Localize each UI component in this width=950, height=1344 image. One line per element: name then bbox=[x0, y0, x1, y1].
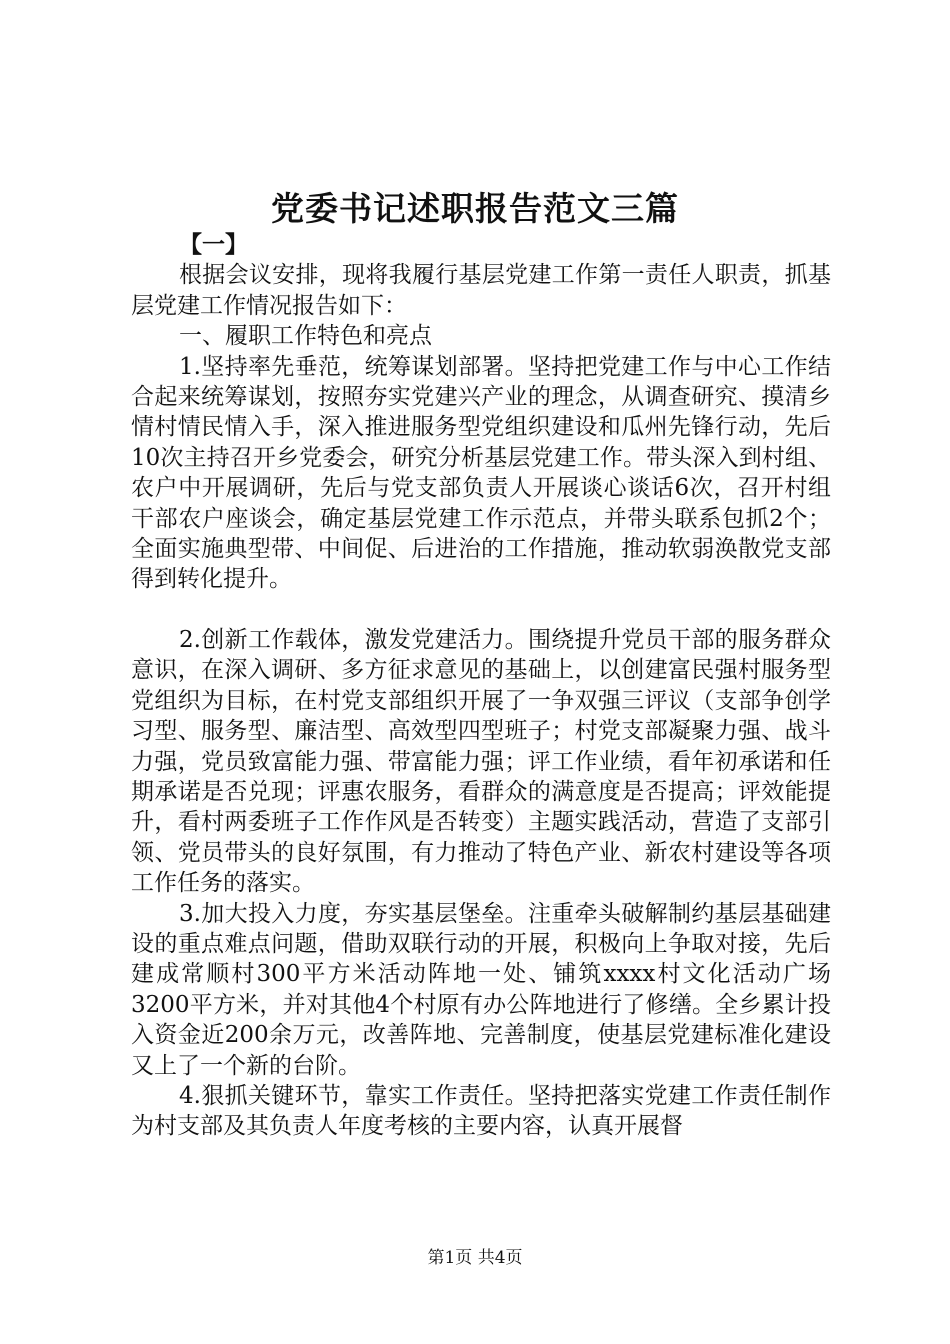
page-footer: 第1页 共4页 bbox=[427, 1248, 523, 1268]
subsection-heading: 一、履职工作特色和亮点 bbox=[179, 323, 432, 350]
paragraph-item-1: 1.坚持率先垂范，统筹谋划部署。坚持把党建工作与中心工作结合起来统筹谋划，按照夯实党建兴产业的理念，从调查研究、摸清乡情村情民情入手，深入推进服务型党组织建设和瓜州先锋行动，先后10次主持召开乡党委会，研究分析基层党建工作。带头深入到村组、农户中开展调研，先后与党支部负责人开展谈心谈话6次，召开村组干部农户座谈会，确定基层党建工作示范点，并带头联系包抓2个；全面实施典型带、中间促、后进治的工作措施，推动软弱涣散党支部得到转化提升。 bbox=[131, 353, 831, 593]
document-body bbox=[131, 230, 831, 1142]
section-heading: 【一】 bbox=[179, 231, 248, 258]
document-title: 党委书记述职报告范文三篇 bbox=[271, 189, 679, 228]
paragraph-item-3: 3.加大投入力度，夯实基层堡垒。注重牵头破解制约基层基础建设的重点难点问题，借助双联行动的开展，积极向上争取对接，先后建成常顺村300平方米活动阵地一处、铺筑xxxx村文化活动广场3200平方米，并对其他4个村原有办公阵地进行了修缮。全乡累计投入资金近200余万元，改善阵地、完善制度，使基层党建标准化建设又上了一个新的台阶。 bbox=[131, 900, 831, 1079]
intro-paragraph: 根据会议安排，现将我履行基层党建工作第一责任人职责，抓基层党建工作情况报告如下： bbox=[131, 262, 831, 319]
paragraph-item-2: 2.创新工作载体，激发党建活力。围绕提升党员干部的服务群众意识，在深入调研、多方征求意见的基础上，以创建富民强村服务型党组织为目标，在村党支部组织开展了一争双强三评议（支部争创学习型、服务型、廉洁型、高效型四型班子；村党支部凝聚力强、战斗力强，党员致富能力强、带富能力强；评工作业绩，看年初承诺和任期承诺是否兑现；评惠农服务，看群众的满意度是否提高；评效能提升，看村两委班子工作作风是否转变）主题实践活动，营造了支部引领、党员带头的良好氛围，有力推动了特色产业、新农村建设等各项工作任务的落实。 bbox=[131, 626, 831, 897]
paragraph-item-4: 4.狠抓关键环节，靠实工作责任。坚持把落实党建工作责任制作为村支部及其负责人年度考核的主要内容，认真开展督 bbox=[131, 1082, 831, 1140]
